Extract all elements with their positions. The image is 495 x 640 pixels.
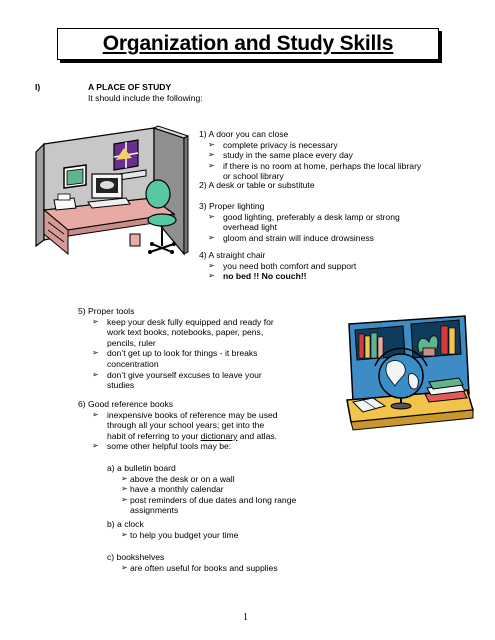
list-item: ➢ study in the same place every day	[206, 150, 484, 161]
item-2-label: 2) A desk or table or substitute	[199, 180, 315, 190]
dictionary-word: dictionary	[200, 430, 238, 441]
section-heading: A PLACE OF STUDY	[88, 82, 172, 92]
list-item: ➢ inexpensive books of reference may be used through all your school years; get into the habit of referring to your dictionary and atlas.	[90, 410, 318, 442]
sub-item-c-label: c) bookshelves	[107, 552, 165, 562]
list-item: ➢ are often useful for books and supplies	[121, 563, 327, 574]
sub-item-b	[107, 519, 327, 540]
list-item: ➢ complete privacy is necessary	[206, 140, 484, 151]
item-3	[199, 201, 474, 243]
list-item: ➢ have a monthly calendar	[121, 484, 327, 495]
item-5	[78, 306, 308, 391]
study-cubicle-clipart	[34, 122, 190, 262]
sub-item-a	[107, 463, 327, 516]
item-5-label: 5) Proper tools	[78, 306, 135, 316]
list-item: ➢ if there is no room at home, perhaps the local library	[206, 161, 484, 172]
item-4-label: 4) A straight chair	[199, 250, 266, 260]
page-title: Organization and Study Skills	[102, 32, 394, 55]
item-3-label: 3) Proper lighting	[199, 201, 265, 211]
list-item: ➢ to help you budget your time	[121, 530, 327, 541]
sub-item-b-label: b) a clock	[107, 519, 144, 529]
list-item: ➢ keep your desk fully equipped and ready for work text books, notebooks, paper, pens, pencils, ruler	[90, 317, 308, 349]
item-4	[199, 250, 474, 282]
section-numeral: I)	[35, 82, 41, 92]
list-item-continuation: assignments	[130, 505, 179, 516]
item-1-label: 1) A door you can close	[199, 129, 289, 139]
list-item: ➢ you need both comfort and support	[206, 261, 474, 272]
list-item: ➢ above the desk or on a wall	[121, 474, 327, 485]
list-item: ➢ no bed !! No couch!!	[206, 271, 474, 282]
title-box	[57, 28, 439, 60]
item-1	[199, 129, 484, 182]
sub-item-c	[107, 552, 327, 573]
section-intro: It should include the following:	[88, 93, 203, 103]
list-item: ➢ gloom and strain will induce drowsiness	[206, 233, 474, 244]
list-item-continuation: or school library	[223, 171, 284, 182]
list-item: ➢ good lighting, preferably a desk lamp or strong	[206, 212, 474, 223]
sub-item-a-label: a) a bulletin board	[107, 463, 176, 473]
list-item: ➢ don’t give yourself excuses to leave your studies	[90, 370, 308, 391]
list-item: ➢ post reminders of due dates and long range	[121, 495, 327, 506]
list-item: ➢ some other helpful tools may be:	[90, 441, 318, 452]
page-number: 1	[243, 612, 248, 623]
list-item-continuation: overhead light	[223, 222, 277, 233]
item-6-label: 6) Good reference books	[78, 399, 174, 409]
study-desk-clipart	[345, 314, 475, 436]
item-6	[78, 399, 318, 452]
list-item: ➢ don’t get up to look for things - it breaks concentration	[90, 348, 308, 369]
